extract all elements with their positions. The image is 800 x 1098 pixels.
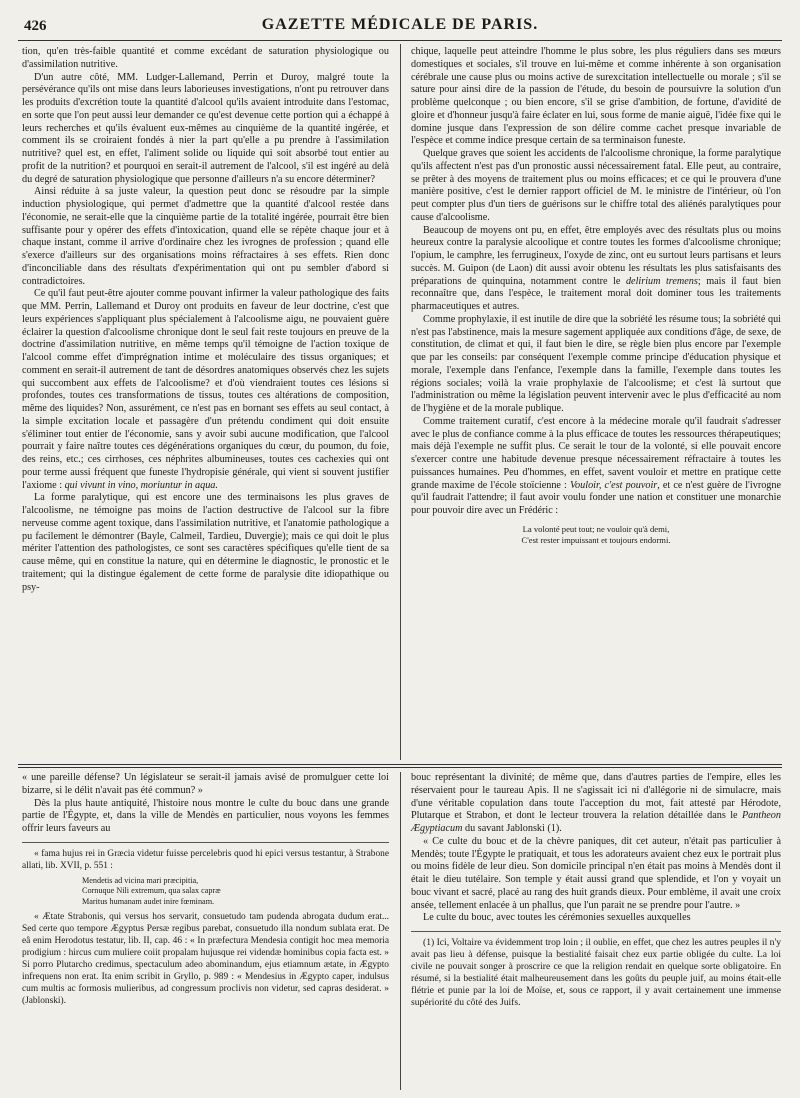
latin-axiom: qui vivunt in vino, moriuntur in aqua. <box>64 479 218 491</box>
verse-line: Cornuque Nili extremum, qua salax capræ <box>82 886 221 896</box>
column-divider-bottom <box>400 772 401 1090</box>
paragraph: « une pareille défense? Un législateur se serait-il jamais avisé de promulguer cette loi bizarre, si le délit n'avait pas été commun? » <box>22 772 389 796</box>
article-column-4 <box>411 772 781 1009</box>
paragraph-text: Comme traitement curatif, c'est encore à la médecine morale qu'il faudrait s'adresser avec le plus de confiance comme à la plus efficace de toutes les ressources thérapeutiques; mais déjà l'exemple ne suffit plus. Ce serait le tour de la volonté, si elle pouvait encore s'exercer contre une habitude devenue presque nécessairement réfractaire à toutes les puissances humaines. Peu d'hommes, en effet, savent vouloir et mettre en pratique cette grande maxime de l'école stoïcienne : <box>411 415 781 491</box>
paragraph: Quelque graves que soient les accidents de l'alcoolisme chronique, la forme paralytique qu'ils affectent n'est pas d'un pronostic aussi nécessairement fatal. Elle peut, au contraire, se prêter à des moyens de traitement plus ou moins efficaces; et ce qui le prouvera d'une manière positive, c'est le dernier rapport officiel de M. le ministre de l'intérieur, où l'on peut compter plus d'un tiers de guérisons sur le chiffre total des aliénés paralytiques pour cause d'alcoolisme. <box>411 148 781 223</box>
page-header <box>0 12 800 38</box>
paragraph-text: Beaucoup de moyens ont pu, en effet, être employés avec des résultats plus ou moins heureux contre la paralysie alcoolique et contre toutes les formes d'alcoolisme chronique; l'opium, le camphre, les ferrugineux, l'oxyde de zinc, ont eu surtout leurs partisans et leurs succès. M. Guipon (de Laon) dit aussi avoir obtenu les résultats les plus satisfaisants des préparations de quinquina, notamment contre le <box>411 224 781 287</box>
paragraph <box>411 772 781 836</box>
paragraph: D'un autre côté, MM. Ludger-Lallemand, Perrin et Duroy, malgré toute la persévérance qu'ils ont mise dans leurs laborieuses investigations, n'ont pu retrouver dans les produits d'excrétion toute la quantité d'alcool qu'ils avaient introduite dans l'estomac, en sorte que l'on peut aussi leur demander ce qu'est devenue cette portion qui a échappé à leurs recherches et qu'ils évaluent eux-mêmes au cinquième de la quantité ingérée, et comment ils se croiraient fondés à nier la part qu'elle a pu prendre à l'assimilation nutritive? quel est, en effet, l'aliment solide ou liquide qui soit absorbé tout entier au profit de la nutrition? et pourquoi en serait-il autrement de l'alcool, s'il est ingéré au delà du degré de saturation physiologique que personne d'ailleurs n'a su encore déterminer? <box>22 71 389 185</box>
footnote-separator <box>22 842 389 843</box>
paragraph-text: bouc représentant la divinité; de même que, dans d'autres parties de l'empire, elles les réservaient pour le taureau Apis. Il ne s'agissait ici ni d'allégorie ni de simulacre, mais d'une véritable copulation dans toute l'acception du mot, fait attesté par Hérodote, Plutarque et Strabon, et dont le lecteur trouvera la relation détaillée dans le <box>411 772 781 822</box>
verse-line: La volonté peut tout; ne vouloir qu'à demi, <box>522 523 670 534</box>
paragraph <box>411 225 781 314</box>
latin-verse <box>82 876 389 908</box>
article-column-2 <box>411 46 781 552</box>
footnote-latin: « Ætate Strabonis, qui versus hos servarit, consuetudo tam pudenda abrogata dudum erat... Sed certe quo tempore Ægyptus Persæ regibus parebat, consuetudo illa nondum sublata erat. De eâ enim Herodotus testatur, lib. II, cap. 46 : « In præfectura Mendesia contigit hoc mea memoria prodigium : hircus cum muliere coiit propalam hujusque rei videndæ hominibus copia facta est. » Si porro Plutarcho credimus, spectaculum adeo abominandum, ejus etiamnum ætate, in Ægypto infrequens non erat. Ita enim scribit in Gryllo, p. 989 : « Mendesius in Ægypto caper, indulsus cum multis ac formosis mulieribus, ad congressum proclivis non videtur, sed capras desiderat. » (Jablonski). <box>22 912 389 1007</box>
paragraph: chique, laquelle peut atteindre l'homme le plus sobre, les plus réguliers dans ses mœurs domestiques et sociales, s'il trouve en lui-même et comme inhérente à son organisation cérébrale une cause plus ou moins active de surexcitation intellectuelle ou morale ; s'il se sature pour ainsi dire de la passion de l'étude, du besoin de poursuivre la solution d'un problème quelconque ; ou bien encore, s'il se grise d'ambition, de fortune, d'avidité de gloire et d'honneur jusqu'à faire éclater en lui, sous forme de manie aiguë, l'idée fixe qui le domine jusque dans l'expression de son délire comme cachet presque invariable de l'espèce et comme indice presque certain de sa terminaison funeste. <box>411 46 781 147</box>
article-column-3 <box>22 772 389 1007</box>
journal-title: GAZETTE MÉDICALE DE PARIS. <box>261 16 539 33</box>
paragraph: Ainsi réduite à sa juste valeur, la question peut donc se résoudre par la simple induction physiologique, qui permet d'admettre que la quantité d'alcool restée dans l'économie, ne serait-elle que la cinquième partie de la totalité ingérée, pourrait être bien suffisante pour y opérer des effets d'intoxication, quand elle se répète chaque jour et à chaque instant, comme il arrive d'ordinaire chez les ivrognes de profession ; quand elle s'exerce d'ailleurs sur des organisations moins réfractaires à ses effets. Rien donc d'inconciliable dans des résultats d'expérimentation qui ont pu sembler d'abord si contradictoires. <box>22 186 389 287</box>
paragraph <box>411 416 781 518</box>
paragraph <box>22 288 389 492</box>
paragraph: La forme paralytique, qui est encore une des terminaisons les plus graves de l'alcoolisme, ne témoigne pas moins de l'action destructive de l'alcool sur la fibre nerveuse comme agent toxique, dans l'assimilation nutritive, et l'anatomie pathologique a pu facilement le démontrer (Bayle, Calmeil, Tardieu, Duvergie); mais ce qui doit le plus mériter l'attention des pathologistes, ce sont ses caractères spécifiques qu'elle tient de sa cause même, qui en constitue la nature, qui en détermine le diagnostic, le pronostic et le traitement; qui la distingue également de cette forme de paralysie dite idiopathique ou psy- <box>22 492 389 593</box>
paragraph: Le culte du bouc, avec toutes les cérémonies sexuelles auxquelles <box>423 912 691 924</box>
column-divider-top <box>400 44 401 760</box>
page-number: 426 <box>24 18 47 34</box>
medical-term: delirium tremens <box>625 275 698 287</box>
paragraph: « Ce culte du bouc et de la chèvre paniques, dit cet auteur, n'était pas particulier à Mendès; toute l'Égypte le pratiquait, et tous les adorateurs avaient chez eux le portrait plus ou moins fidèle de leur dieu. Son domicile principal n'en était pas moins à Mendès dont il était le dieu tutélaire. Son temple y était aussi grand que splendide, et l'on y voyait un bouc vivant et sacré, placé au rang des huit grands dieux. Pour emblème, il avait une croix ansée, tellement enlacée à un phallus, que l'un parait ne se prendre pour l'autre. » <box>411 835 781 911</box>
section-rule <box>18 764 782 765</box>
book-title: Pantheon Ægyptiacum <box>411 810 781 834</box>
verse-quote <box>411 524 781 546</box>
article-column-1 <box>22 46 389 594</box>
paragraph-text: ; mais il faut bien reconnaître que, dans l'espèce, le traitement moral doit dominer tous les traitements pharmaceutiques et autres. <box>411 275 781 312</box>
paragraph: Comme prophylaxie, il est inutile de dire que la sobriété les résume tous; la sobriété qui n'est pas l'abstinence, mais la mesure sagement appliquée aux conditions d'âge, de sexe, de constitution, de climat et qui, il faut bien le dire, se règle bien plus encore par l'exemple que par les conseils: par conséquent l'exemple comme principe d'éducation physique et morale, l'exemple dans l'enfance, l'exemple dans la famille, l'exemple dans toutes les régions sociales; voilà la vraie prophylaxie de l'alcoolisme; et c'est là surtout que l'administration ou même la législation peuvent intervenir avec le plus d'efficacité au nom de l'hygiène et de la morale publique. <box>411 313 781 414</box>
verse-line: C'est rester impuissant et toujours endormi. <box>521 534 671 545</box>
footnote-separator <box>411 931 781 932</box>
paragraph-text: du savant Jablonski (1). <box>465 823 562 834</box>
verse-line: Maritus humanam audet inire fœminam. <box>82 896 215 906</box>
footnote-latin: « fama hujus rei in Græcia videtur fuisse percelebris quod hi epici versus testantur, à Strabone allati, lib. XVII, p. 551 : <box>22 848 389 871</box>
paragraph: tion, qu'en très-faible quantité et comme excédant de saturation physiologique ou d'assimilation nutritive. <box>22 46 389 70</box>
stoic-maxim: Vouloir, c'est pouvoir <box>569 479 658 491</box>
paragraph: Dès la plus haute antiquité, l'histoire nous montre le culte du bouc dans une grande partie de l'Égypte, et, dans la ville de Mendès en particulier, nous voyons les femmes offrir leurs faveurs au <box>22 797 389 834</box>
verse-line: Mendetis ad vicina mari præcipitia, <box>82 875 199 885</box>
paragraph-text: Ce qu'il faut peut-être ajouter comme pouvant infirmer la valeur pathologique des faits que MM. Perrin, Lallemand et Duroy ont produits en faveur de leur doctrine, c'est que leurs expériences s'appliquant plus spécialement à l'alcoolisme aigu, ne pouvaient guère éclairer la question d'alcoolisme chronique dont le seul fait reste toujours en preuve de la doctrine d'assimilation nutritive, en même temps qu'il témoigne de l'action toxique de l'alcool comme effet d'imprégnation intime et moléculaire des tissus organiques; et comment en serait-il autrement de tant de désordres anatomiques observés chez les sujets qui succombent aux effets de l'alcoolisme? et d'où viendraient toutes ces lésions si profondes, toutes ces transformations de tissus, toutes ces altérations de composition, même des liquides? Non, assurément, ce n'est pas en bornant ses effets au seul contact, à la simple excitation locale et passagère d'un prétendu condiment qui doit ensuite s'éliminer tout entier de l'économie, sans y avoir subi aucune modification, que l'alcool pourrait y faire naître toutes ces dégénérations organiques du cœur, du poumon, du foie, des reins, etc.; ces cirrhoses, ces néphrites albumineuses, toutes ces cachexies qui ont pour terme aussi fréquent que funeste l'hydropisie générale, qui vient si souvent justifier l'axiome : <box>22 288 389 491</box>
footnote: (1) Ici, Voltaire va évidemment trop loin ; il oublie, en effet, que chez les autres peuples il n'y avait pas lieu à défense, puisque la bestialité faisait chez eux partie obligée du culte. La loi civile ne pouvait songer à proscrire ce que la religion rendait en quelque sorte obligatoire. En résumé, si la bestialité était malheureusement dans les goûts du peuple juif, au moins était-elle flétrie et punie par la loi de Moïse, et, sous ce rapport, il y avait certainement une immense supériorité du côté des Juifs. <box>411 937 781 1008</box>
paragraph-text: , et ce n'est guère de l'ivrogne qu'il faudrait l'attendre; il faut avoir voulu fonder une nation et constituer une monarchie pour pouvoir dire avec un Frédéric : <box>411 479 782 516</box>
header-rule <box>18 40 782 41</box>
section-rule <box>18 767 782 768</box>
